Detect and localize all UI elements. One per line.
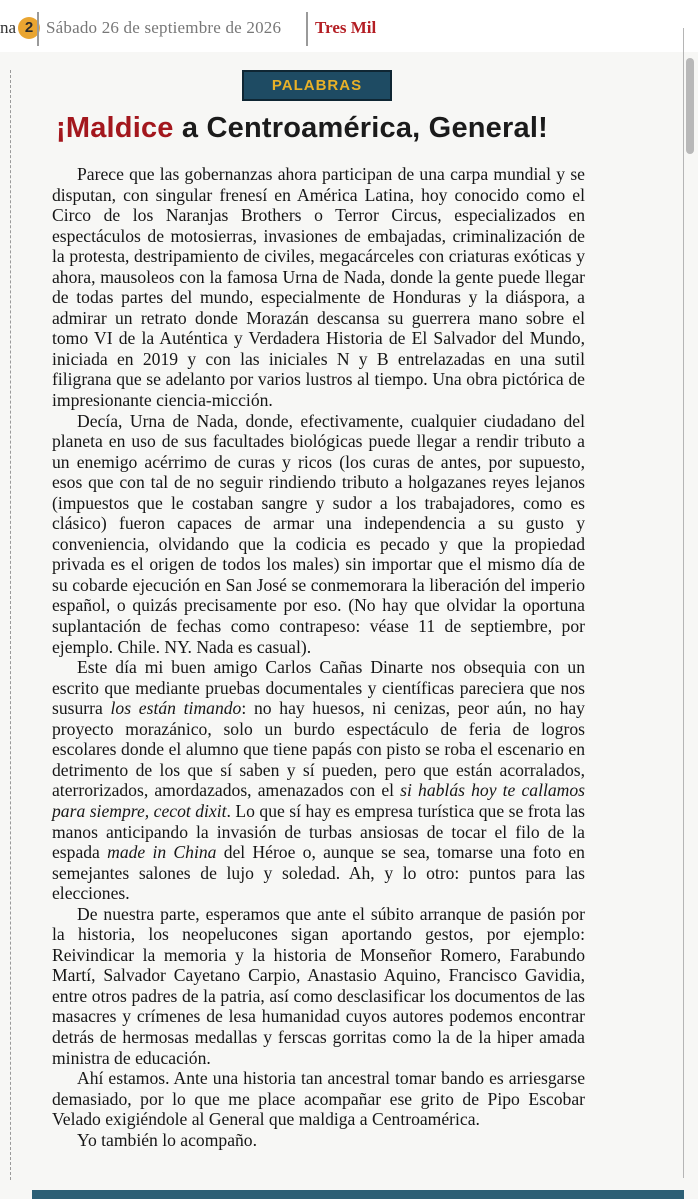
- paragraph-3-text-b: : no hay huesos, ni cenizas, peor aún, no hay proyecto morazánico, solo un burdo espectáculo de feria de logros escolares donde el alumno que tiene papás con pisto se roba el escenario en detrimento de los que sí saben y sí pueden, pero que están acorralados, aterrorizados, amordazados, amenazados con el: [52, 698, 585, 801]
- section-tag: [242, 70, 392, 101]
- italic-phrase: si hablás hoy te callamos para siempre, cecot dixit: [52, 780, 585, 821]
- paragraph-6: Yo también lo acompaño.: [77, 1129, 257, 1150]
- publication-name: Tres Mil: [315, 18, 377, 37]
- header-divider: [37, 12, 39, 46]
- paragraph-4: De nuestra parte, esperamos que ante el súbito arranque de pasión por la historia, los neopelucones sigan aportando gestos, por ejemplo: Reivindicar la memoria y la historia de Monseñor Romero, Farabundo Martí, Salvador Cayetano Carpio, Anastasio Aquino, Francisco Gavidia, entre otros padres de la patria, así como desclasificar los documentos de las masacres y crímenes de lesa humanidad cuyos autores podemos encontrar detrás de hermosas medallas y ferscas gorritas como la de la hiper amada ministra de educación.: [52, 903, 585, 1068]
- article-body: [52, 164, 585, 1150]
- paragraph-2: Decía, Urna de Nada, donde, efectivamente, cualquier ciudadano del planeta en uso de sus facultades biológicas puede llegar a rendir tributo a un enemigo acérrimo de curas y ricos (los curas de antes, por supuesto, esos que con tal de no seguir rindiendo tributo a holgazanes reyes lejanos (impuestos que le costaban sangre y sudor a los trabajadores, como es clásico) fueron capaces de armar una independencia a su gusto y conveniencia, olvidando que la codicia es pecado y que la propiedad privada es el origen de todos los males) sin importar que el mismo día de su cobarde ejecución en San José se conmemorara la liberación del imperio español, o quizás precisamente por eso. (No hay que olvidar la oportuna suplantación de fechas como contrapeso: véase 11 de septiembre, por ejemplo. Chile. NY. Nada es casual).: [52, 410, 585, 657]
- paragraph-3: [52, 657, 585, 904]
- header-divider: [306, 12, 308, 46]
- paragraph-5: Ahí estamos. Ante una historia tan ancestral tomar bando es arriesgarse demasiado, por lo que me place acompañar ese grito de Pipo Escobar Velado exigiéndole al General que maldiga a Centroamérica.: [52, 1068, 585, 1130]
- paragraph-1: Parece que las gobernanzas ahora participan de una carpa mundial y se disputan, con singular frenesí en América Latina, hoy conocido como el Circo de los Naranjas Brothers o Terror Circus, especializados en espectáculos de motosierras, invasiones de embajadas, criminalización de la protesta, destripamiento de civiles, megacárceles con criaturas exóticas y ahora, mausoleos con la famosa Urna de Nada, donde la gente puede llegar de todas partes del mundo, especialmente de Honduras y la diáspora, a admirar un retrato donde Morazán descansa su guerrera mano sobre el tomo VI de la Auténtica y Verdadera Historia de El Salvador del Mundo, iniciada en 2019 y con las iniciales N y B entrelazadas en una sutil filigrana que se adelanto por varios lustros al tiempo. Una obra pictórica de impresionante ciencia-micción.: [52, 164, 585, 411]
- article-headline: [56, 112, 626, 145]
- headline-accent: ¡Maldice: [56, 112, 174, 144]
- issue-date: Sábado 26 de septiembre de 2026: [46, 18, 282, 37]
- paragraph-3-text-d: del Héroe o, aunque se sea, tomarse una foto en semejantes salones de lujo y soledad. Ah, y lo otro: puntos para las elecciones.: [52, 842, 585, 904]
- section-tag-label: PALABRAS: [271, 77, 363, 94]
- paragraph-3-text-c: . Lo que sí hay es empresa turística que se frota las manos anticipando la invasión de turbas ansiosas de tocar el filo de la espada: [52, 800, 585, 863]
- footer-bar: [32, 1190, 684, 1199]
- italic-phrase: made in China: [107, 842, 217, 863]
- page-edge-rule: [683, 28, 684, 1178]
- scrollbar-thumb[interactable]: [686, 58, 694, 154]
- page-prefix: na: [0, 18, 17, 37]
- paragraph-3-text-a: Este día mi buen amigo Carlos Cañas Dinarte nos obsequia con un escrito que mediante pruebas documentales y científicas pareciera que nos susurra: [52, 657, 585, 719]
- page-header: [0, 0, 698, 52]
- page-number: [0, 14, 40, 42]
- page-number-badge: 2: [18, 17, 40, 39]
- italic-phrase: los están timando: [110, 698, 242, 719]
- column-guide: [10, 70, 11, 1180]
- headline-text: a Centroamérica, General!: [173, 112, 548, 144]
